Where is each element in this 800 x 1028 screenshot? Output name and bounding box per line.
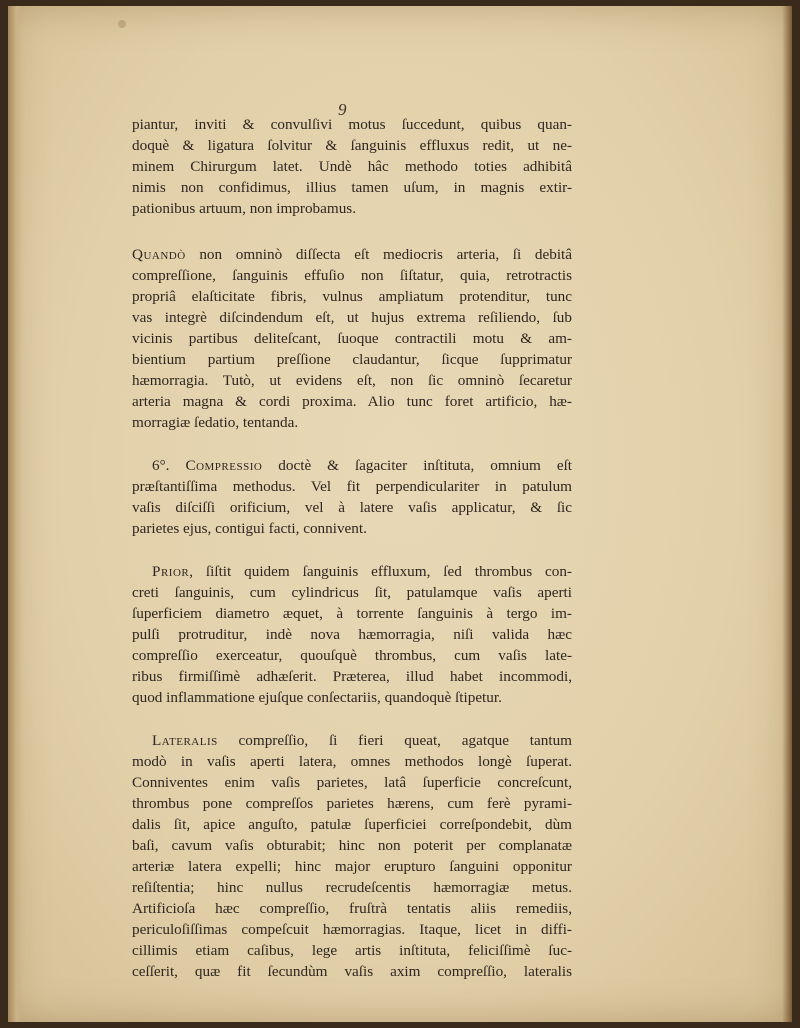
text-line: thrombus pone compreſſos parietes hærens, cum ferè pyrami- [132,795,572,812]
text-line: ceſſerit, quæ fit ſecundùm vaſis axim compreſſio, lateralis [132,963,572,980]
text-line: baſi, cavum vaſis obturabit; hinc non poterit per complanatæ [132,837,572,854]
page-edge-shadow [782,6,792,1022]
text-line: propriâ elaſticitate fibris, vulnus ampliatum protenditur, tunc [132,288,572,305]
text-line: morragiæ ſedatio, tentanda. [132,414,299,431]
text-line: hæmorragia. Tutò, ut evidens eſt, non ſic omninò ſecaretur [132,372,572,389]
text-line [132,244,572,265]
text-line: arteria magna & cordi proxima. Alio tunc foret artificio, hæ- [132,393,572,410]
page-number: 9 [338,100,347,119]
foxing-spot [118,20,126,28]
paragraph-lead-word: Compressio [185,457,263,474]
text-line: nimis non confidimus, illius tamen uſum, in magnis extir- [132,179,572,196]
text-line: quod inflammatione ejuſque conſectariis, quandoquè ſtipetur. [132,689,502,706]
paragraph-1 [132,114,572,219]
text-line: compreſſione, ſanguinis effuſio non ſiſtatur, quia, retrotractis [132,267,572,284]
text-line: minem Chirurgum latet. Undè hâc methodo toties adhibitâ [132,158,572,175]
page-binding-shadow [8,6,22,1022]
text-line [132,561,572,582]
text-line: pationibus artuum, non improbamus. [132,200,356,217]
text-line: ribus firmiſſimè adhæſerit. Præterea, illud habet incommodi, [132,668,572,685]
paragraph-lead-word: Prior [152,563,190,580]
text-line: piantur, inviti & convulſivi motus ſuccedunt, quibus quan- [132,116,572,133]
text-line: vaſis diſciſſi orificium, vel à latere vaſis applicatur, & ſic [132,499,572,516]
paragraph-lead-word: Quandò [132,246,186,263]
text-line-rest: , ſiſtit quidem ſanguinis effluxum, ſed thrombus con- [189,563,572,580]
paragraph-5 [132,730,572,982]
text-line: creti ſanguinis, cum cylindricus ſit, patulamque vaſis aperti [132,584,572,601]
paragraph-lead-word: Lateralis [152,732,218,749]
text-line: parietes ejus, contigui facti, connivent. [132,520,367,537]
text-line: cillimis etiam caſibus, lege artis inſtituta, feliciſſimè ſuc- [132,942,572,959]
text-line: periculoſiſſimas compeſcuit hæmorragias. Itaque, licet in diffi- [132,921,572,938]
text-line-rest: non omninò diſſecta eſt mediocris arteria, ſi debitâ [185,246,572,263]
text-line [132,455,572,476]
text-line-rest: doctè & ſagaciter inſtituta, omnium eſt [262,457,573,474]
text-line: vicinis partibus deliteſcant, ſuoque contractili motu & am- [132,330,572,347]
text-line: ſuperficiem diametro æquet, à torrente ſanguinis à tergo im- [132,605,572,622]
paragraph-3 [132,455,572,539]
text-line: Conniventes enim vaſis parietes, latâ ſuperficie concreſcunt, [132,774,572,791]
paragraph-2 [132,244,572,433]
text-line: vas integrè diſcindendum eſt, ut hujus extrema reſiliendo, ſub [132,309,572,326]
body-text [132,114,572,982]
text-line [132,730,572,751]
text-line: doquè & ligatura ſolvitur & ſanguinis effluxus redit, ut ne- [132,137,572,154]
text-line: Artificioſa hæc compreſſio, fruſtrà tentatis aliis remediis, [132,900,572,917]
text-line: præſtantiſſima methodus. Vel fit perpendiculariter in patulum [132,478,572,495]
text-line: dalis ſit, apice anguſto, patulæ ſuperficiei correſpondebit, dùm [132,816,572,833]
text-line: arteriæ latera expelli; hinc major erupturo ſanguini opponitur [132,858,572,875]
text-line-rest: compreſſio, ſi fieri queat, agatque tantum [217,732,572,749]
paragraph-4 [132,561,572,708]
paragraph-number: 6°. [152,457,186,474]
text-line: modò in vaſis aperti latera, omnes methodos longè ſuperat. [132,753,572,770]
text-line: pulſi protruditur, indè nova hæmorragia, niſi valida hæc [132,626,572,643]
text-line: compreſſio exerceatur, quouſquè thrombus, cum vaſis late- [132,647,572,664]
text-line: bientium partium preſſione claudantur, ſicque ſupprimatur [132,351,572,368]
text-line: reſiſtentia; hinc nullus recrudeſcentis hæmorragiæ metus. [132,879,572,896]
